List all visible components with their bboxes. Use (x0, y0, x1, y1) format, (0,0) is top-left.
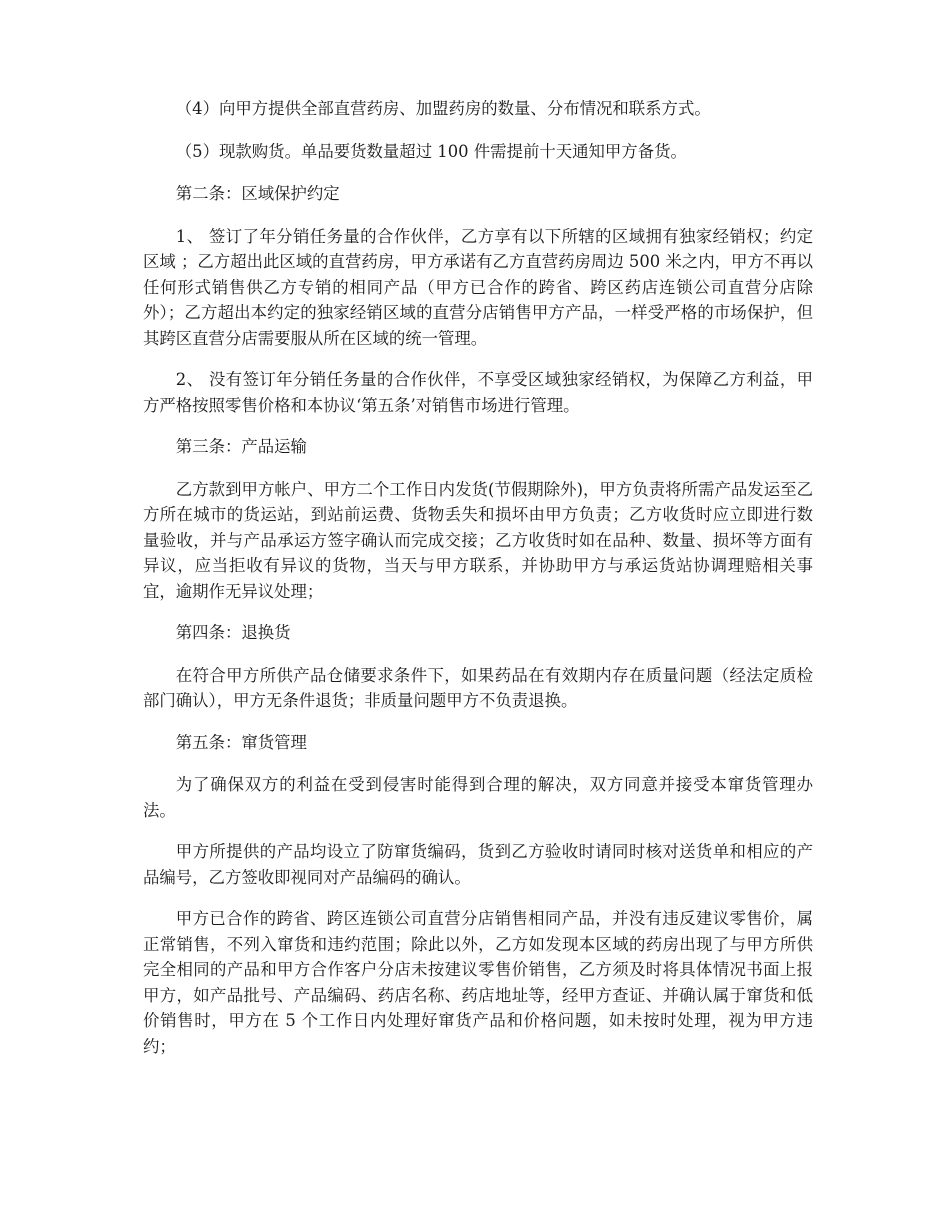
section-heading-article-5: 第五条：窜货管理 (175, 732, 307, 752)
section-heading-article-3: 第三条：产品运输 (175, 437, 307, 456)
article-2-paragraph-2: 2、 没有签订年分销任务量的合作伙伴，不享受区域独家经销权，为保障乙方利益，甲方严格按照零售价格和本协议‘第五条’对销售市场进行管理。 (143, 370, 813, 415)
article-4-paragraph: 在符合甲方所供产品仓储要求条件下，如果药品在有效期内存在质量问题（经法定质检部门确认），甲方无条件退货；非质量问题甲方不负责退换。 (143, 665, 813, 710)
article-5-paragraph-1: 为了确保双方的利益在受到侵害时能得到合理的解决，双方同意并接受本窜货管理办法。 (143, 775, 813, 820)
section-heading-article-2: 第二条：区域保护约定 (175, 184, 340, 203)
document-body (143, 96, 813, 1075)
article-5-paragraph-2: 甲方所提供的产品均设立了防窜货编码，货到乙方验收时请同时核对送货单和相应的产品编号，乙方签收即视同对产品编码的确认。 (143, 842, 813, 887)
article-2-paragraph-1: 1、 签订了年分销任务量的合作伙伴，乙方享有以下所辖的区域拥有独家经销权；约定区域 ；乙方超出此区域的直营药房，甲方承诺有乙方直营药房周边 500 米之内，甲方不再以任何形式销售供乙方专销的相同产品（甲方已合作的跨省、跨区药店连锁公司直营分店除外）；乙方超出本约定的独家经销区域的直营分店销售甲方产品，一样受严格的市场保护，但其跨区直营分店需要服从所在区域的统一管理。 (143, 226, 813, 348)
clause-item-4: （4）向甲方提供全部直营药房、加盟药房的数量、分布情况和联系方式。 (175, 99, 711, 118)
clause-item-5: （5）现款购货。单品要货数量超过 100 件需提前十天通知甲方备货。 (175, 141, 687, 161)
article-3-paragraph: 乙方款到甲方帐户、甲方二个工作日内发货(节假期除外)，甲方负责将所需产品发运至乙方所在城市的货运站，到站前运费、货物丢失和损坏由甲方负责；乙方收货时应立即进行数量验收，并与产品承运方签字确认而完成交接；乙方收货时如在品种、数量、损坏等方面有异议，应当拒收有异议的货物，当天与甲方联系，并协助甲方与承运货站协调理赔相关事宜，逾期作无异议处理； (143, 479, 813, 601)
article-5-paragraph-3: 甲方已合作的跨省、跨区连锁公司直营分店销售相同产品，并没有违反建议零售价，属正常销售，不列入窜货和违约范围；除此以外，乙方如发现本区域的药房出现了与甲方所供完全相同的产品和甲方合作客户分店未按建议零售价销售，乙方须及时将具体情况书面上报甲方，如产品批号、产品编码、药店名称、药店地址等，经甲方查证、并确认属于窜货和低价销售时，甲方在 5 个工作日内处理好窜货产品和价格问题，如未按时处理，视为甲方违约； (143, 909, 813, 1056)
section-heading-article-4: 第四条：退换货 (175, 623, 291, 642)
